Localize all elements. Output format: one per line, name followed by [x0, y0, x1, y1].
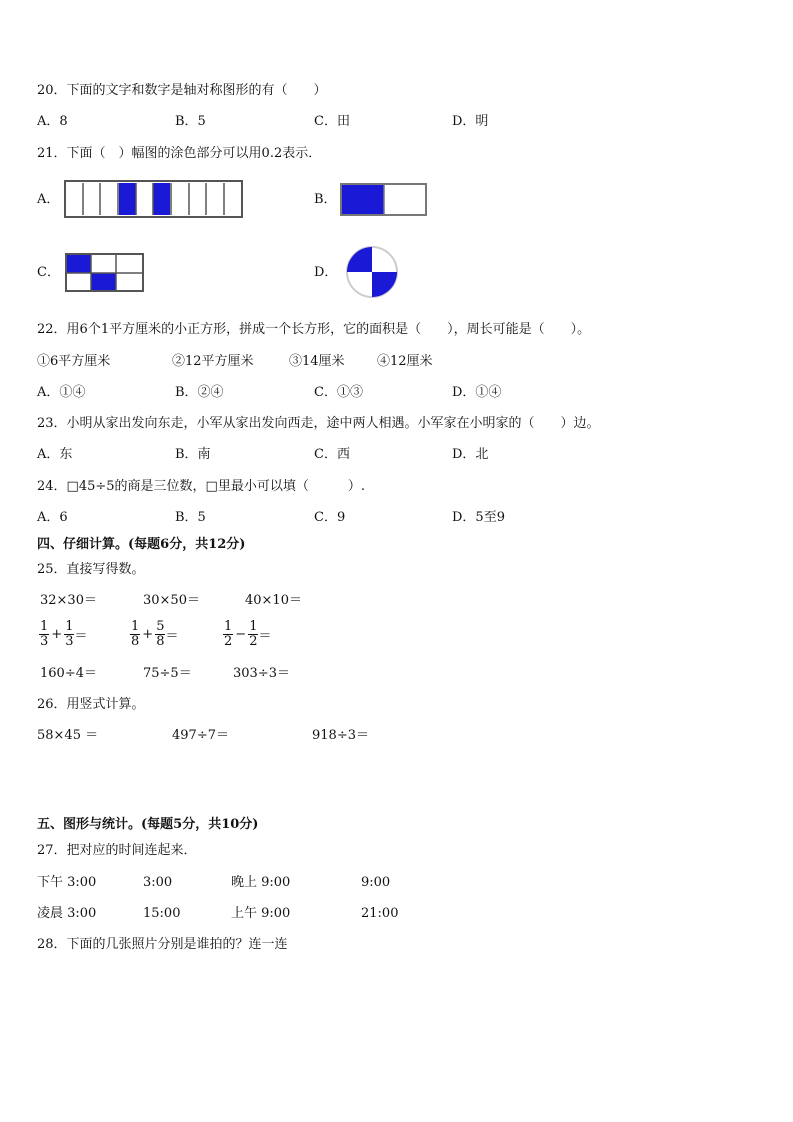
- q26-item-1: 58×45 ＝: [37, 728, 99, 743]
- q27-time-d2[interactable]: 21:00: [361, 906, 399, 921]
- q22-option-a[interactable]: A．①④: [37, 385, 86, 400]
- q24-option-c[interactable]: C．9: [314, 510, 346, 525]
- q25-fraction-item-2: $\frac{1}{8}$ + $\frac{5}{8}$ ＝: [131, 619, 179, 649]
- q21-option-b[interactable]: B．: [314, 192, 337, 207]
- q23-option-a[interactable]: A．东: [37, 447, 73, 462]
- q27-time-c1[interactable]: 晚上 9:00: [231, 875, 291, 890]
- q24-stem: 24．□45÷5的商是三位数，□里最小可以填（ ）.: [37, 479, 365, 494]
- q24-option-d[interactable]: D．5至9: [452, 510, 505, 525]
- q25-item-7: 160÷4＝: [40, 666, 97, 681]
- q25-fraction-item-3: $\frac{1}{2}$ − $\frac{1}{2}$ ＝: [224, 619, 272, 649]
- q23-stem: 23．小明从家出发向东走，小军从家出发向西走，途中两人相遇。小军家在小明家的（ ）边。: [37, 416, 600, 431]
- q24-option-a[interactable]: A．6: [37, 510, 68, 525]
- q26-item-2: 497÷7＝: [172, 728, 229, 743]
- q25-item-9: 303÷3＝: [233, 666, 290, 681]
- q20-option-b[interactable]: B．5: [175, 114, 206, 129]
- q27-time-c2[interactable]: 上午 9:00: [231, 906, 291, 921]
- q25-item-8: 75÷5＝: [143, 666, 192, 681]
- q25-item-2: 30×50＝: [143, 593, 200, 608]
- q27-time-b1[interactable]: 3:00: [143, 875, 173, 890]
- q20-option-c[interactable]: C．田: [314, 114, 350, 129]
- q23-option-d[interactable]: D．北: [452, 447, 489, 462]
- q20-option-d[interactable]: D．明: [452, 114, 489, 129]
- q21-stem: 21．下面（ ）幅图的涂色部分可以用0.2表示．: [37, 146, 322, 161]
- section-5-title: 五、图形与统计。(每题5分，共10分): [37, 817, 259, 832]
- q21-figure-a: [64, 180, 244, 218]
- q23-option-c[interactable]: C．西: [314, 447, 350, 462]
- q22-choice-4: ④12厘米: [377, 354, 433, 369]
- q20-stem: 20．下面的文字和数字是轴对称图形的有（ ）: [37, 83, 327, 98]
- q20-option-a[interactable]: A．8: [37, 114, 68, 129]
- q21-figure-c: [65, 253, 145, 293]
- q27-time-a1[interactable]: 下午 3:00: [37, 875, 97, 890]
- q27-time-d1[interactable]: 9:00: [361, 875, 391, 890]
- q22-choice-1: ①6平方厘米: [37, 354, 111, 369]
- q25-stem: 25．直接写得数。: [37, 562, 145, 577]
- q25-item-3: 40×10＝: [245, 593, 302, 608]
- q25-fraction-item-1: $\frac{1}{3}$ + $\frac{1}{3}$ ＝: [40, 619, 88, 649]
- q21-figure-b: [340, 183, 428, 217]
- q22-choice-3: ③14厘米: [289, 354, 345, 369]
- q27-time-a2[interactable]: 凌晨 3:00: [37, 906, 97, 921]
- q21-figure-d: [345, 245, 399, 299]
- q25-item-1: 32×30＝: [40, 593, 97, 608]
- q23-option-b[interactable]: B．南: [175, 447, 211, 462]
- q22-option-d[interactable]: D．①④: [452, 385, 502, 400]
- q22-choice-2: ②12平方厘米: [172, 354, 254, 369]
- q27-time-b2[interactable]: 15:00: [143, 906, 181, 921]
- q26-item-3: 918÷3＝: [312, 728, 369, 743]
- q21-option-d[interactable]: D．: [314, 265, 338, 280]
- q26-stem: 26．用竖式计算。: [37, 697, 145, 712]
- q21-option-a[interactable]: A．: [37, 192, 60, 207]
- q24-option-b[interactable]: B．5: [175, 510, 206, 525]
- q28-stem: 28．下面的几张照片分别是谁拍的？连一连: [37, 937, 288, 952]
- q22-option-c[interactable]: C．①③: [314, 385, 363, 400]
- q22-stem: 22．用6个1平方厘米的小正方形，拼成一个长方形，它的面积是（ ），周长可能是（ ）。: [37, 322, 591, 337]
- q27-stem: 27．把对应的时间连起来．: [37, 843, 197, 858]
- q21-option-c[interactable]: C．: [37, 265, 60, 280]
- q22-option-b[interactable]: B．②④: [175, 385, 224, 400]
- section-4-title: 四、仔细计算。(每题6分，共12分): [37, 537, 246, 552]
